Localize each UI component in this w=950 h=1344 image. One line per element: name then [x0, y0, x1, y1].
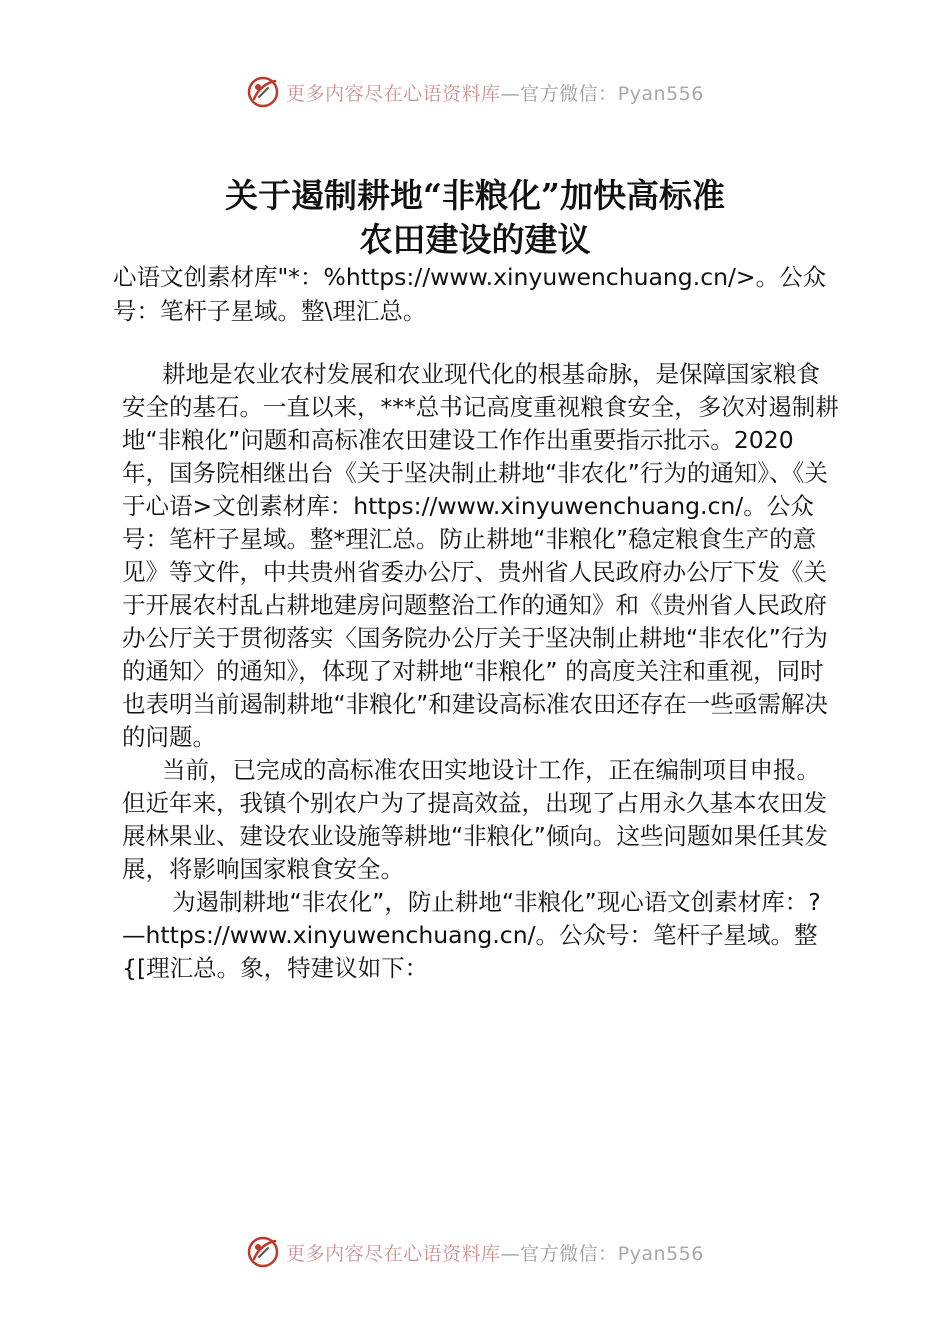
banner-wechat-id: Pyan556 — [617, 1242, 704, 1265]
source-note: 心语文创素材库"*：%https://www.xinyuwenchuang.cn/>。公众号：笔杆子星域。整\理汇总。 — [113, 263, 827, 325]
body-paragraph: 耕地是农业农村发展和农业现代化的根基命脉，是保障国家粮食安全的基石。一直以来，***总书记高度重视粮食安全，多次对遏制耕地“非粮化”问题和高标准农田建设工作作出重要指示批示。2020 年，国务院相继出台《关于坚决制止耕地“非农化”行为的通知》、《关于心语>文创素材库：https://www.xinyuwenchuang.cn/。公众号：笔杆子星域。整*理汇总。防止耕地“非粮化”稳定粮食生产的意见》等文件，中共贵州省委办公厅、贵州省人民政府办公厅下发《关于开展农村乱占耕地建房问题整治工作的通知》和《贵州省人民政府办公厅关于贯彻落实〈国务院办公厅关于坚决制止耕地“非农化”行为的通知〉的通知》，体现了对耕地“非粮化” 的高度关注和重视，同时也表明当前遏制耕地“非粮化”和建设高标准农田还存在一些亟需解决的问题。 — [122, 360, 839, 751]
banner-main-text: 更多内容尽在心语资料库 — [286, 1242, 501, 1265]
document-title-line-1: 关于遏制耕地“非粮化”加快高标准 — [225, 176, 725, 215]
document-title-line-2: 农田建设的建议 — [359, 220, 591, 259]
body-paragraph: 为遏制耕地“非农化”，防止耕地“非粮化”现心语文创素材库：?—https://www.xinyuwenchuang.cn/。公众号：笔杆子星域。整{[理汇总。象，特建议如下： — [122, 888, 821, 982]
header-watermark-banner — [0, 72, 950, 112]
body-paragraph: 当前，已完成的高标准农田实地设计工作，正在编制项目申报。但近年来，我镇个别农户为了提高效益，出现了占用永久基本农田发展林果业、建设农业设施等耕地“非粮化”倾向。这些问题如果任其发展，将影响国家粮食安全。 — [122, 756, 828, 883]
footer-watermark-banner — [0, 1232, 950, 1272]
brand-logo-icon — [246, 75, 280, 109]
document-body — [122, 358, 840, 985]
banner-separator-text: —官方微信： — [500, 82, 618, 105]
banner-main-text: 更多内容尽在心语资料库 — [286, 82, 501, 105]
banner-wechat-id: Pyan556 — [617, 82, 704, 105]
banner-separator-text: —官方微信： — [500, 1242, 618, 1265]
brand-logo-icon — [246, 1235, 280, 1269]
